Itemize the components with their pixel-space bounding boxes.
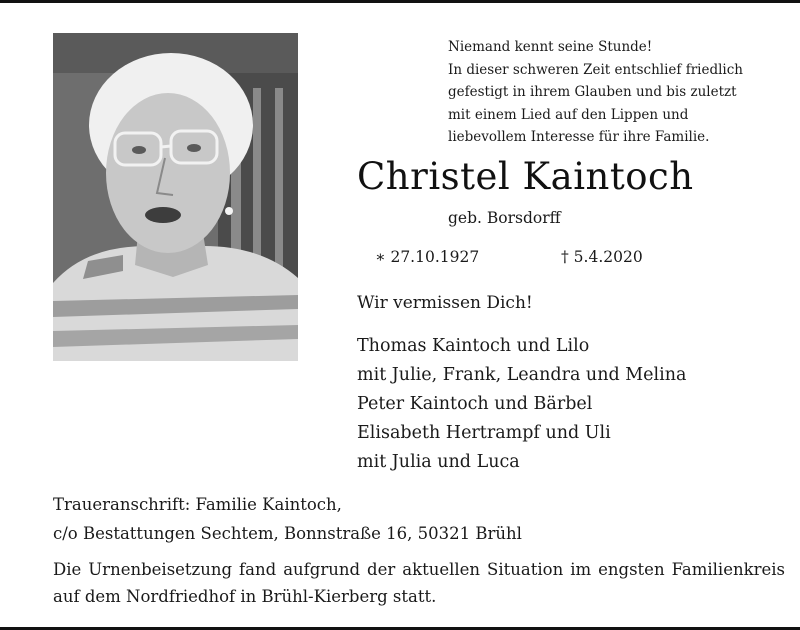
family-line: Elisabeth Hertrampf und Uli	[357, 423, 611, 443]
mourning-address	[53, 490, 522, 548]
birth-date: ∗ 27.10.1927	[375, 248, 480, 266]
poem-line: In dieser schweren Zeit entschlief friedlich	[448, 61, 743, 78]
death-date: † 5.4.2020	[561, 248, 643, 266]
family-line: mit Julia und Luca	[357, 452, 520, 472]
family-line: Thomas Kaintoch und Lilo	[357, 336, 590, 356]
burial-note: Die Urnenbeisetzung fand aufgrund der aktuellen Situation im engsten Familienkreis auf dem Nordfriedhof in Brühl-Kierberg statt.	[53, 560, 785, 606]
address-line: c/o Bestattungen Sechtem, Bonnstraße 16, 50321 Brühl	[53, 524, 522, 543]
farewell-text: Wir vermissen Dich!	[357, 293, 533, 313]
poem-line: liebevollem Interesse für ihre Familie.	[448, 129, 710, 145]
portrait-photo	[53, 33, 298, 361]
deceased-name: Christel Kaintoch	[357, 155, 694, 198]
family-line: mit Julie, Frank, Leandra und Melina	[357, 365, 687, 385]
family-line: Peter Kaintoch und Bärbel	[357, 394, 593, 414]
portrait-illustration	[53, 33, 298, 361]
poem	[448, 36, 788, 149]
family-list	[357, 332, 686, 477]
address-line: Traueranschrift: Familie Kaintoch,	[53, 495, 342, 514]
poem-line: mit einem Lied auf den Lippen und	[448, 106, 689, 123]
maiden-name: geb. Borsdorff	[448, 209, 561, 227]
poem-line: Niemand kennt seine Stunde!	[448, 39, 653, 55]
poem-line: gefestigt in ihrem Glauben und bis zuletzt	[448, 84, 737, 100]
